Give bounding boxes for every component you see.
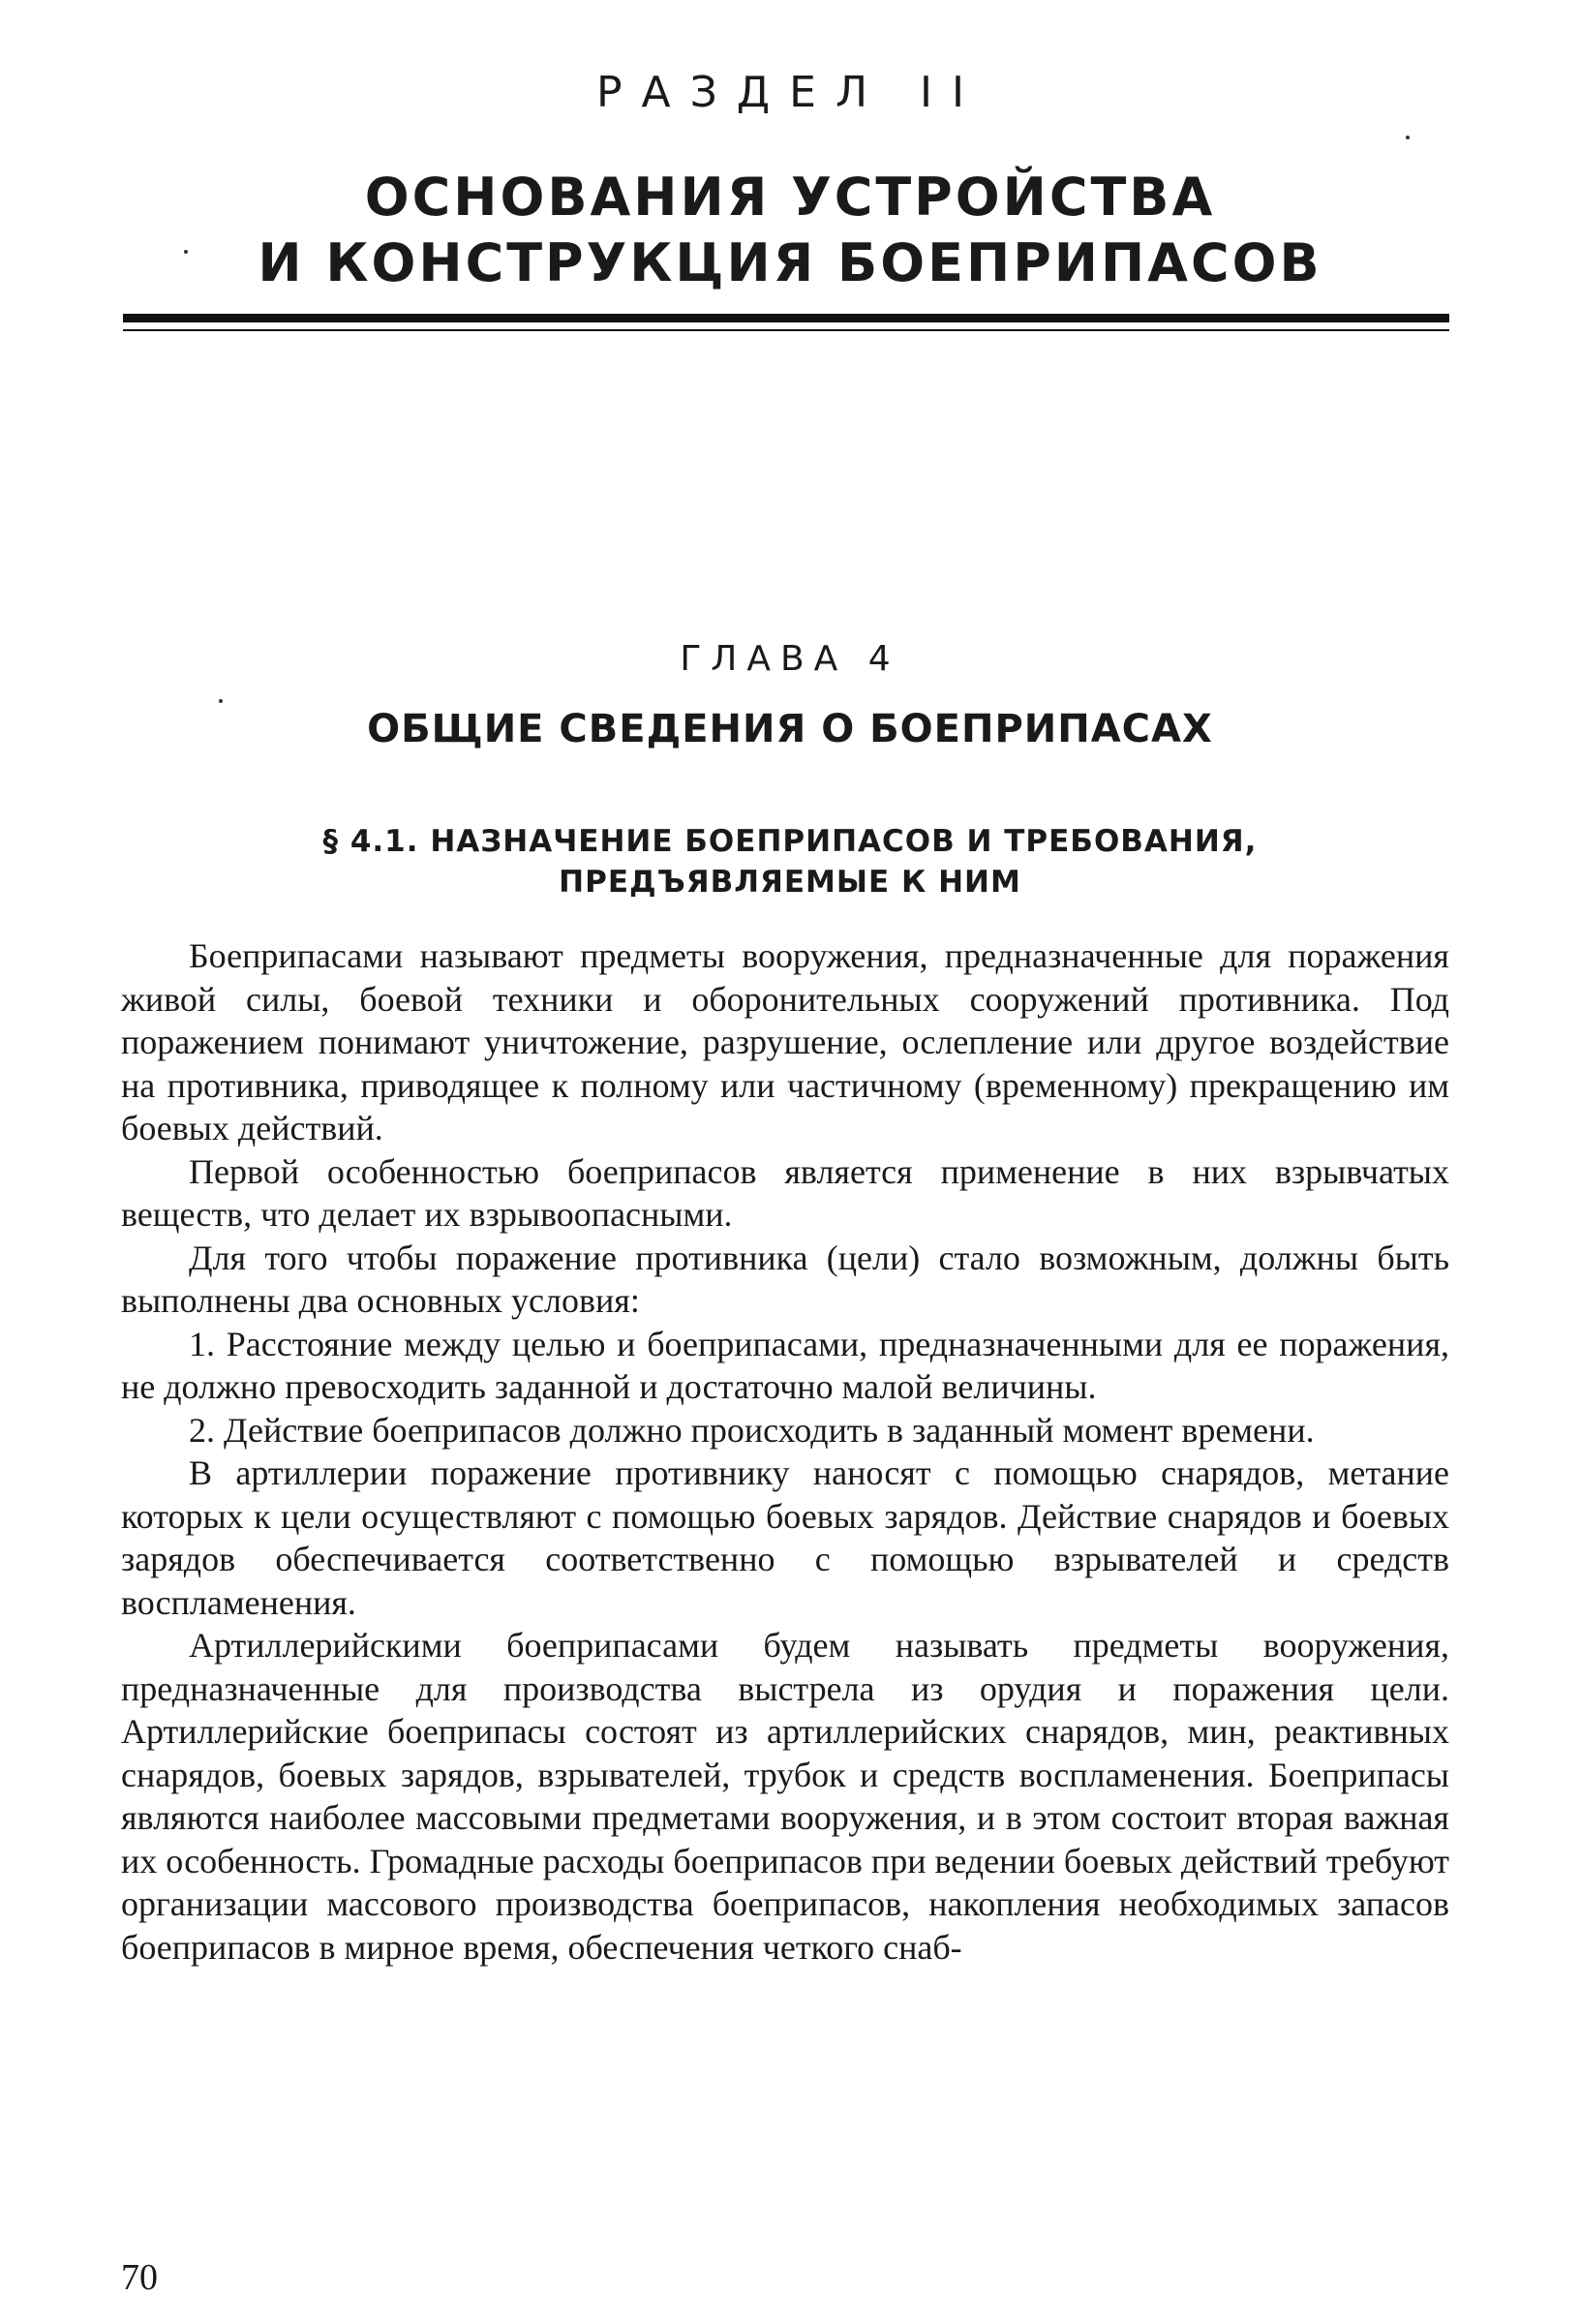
body-text bbox=[121, 934, 1449, 1969]
print-speck bbox=[184, 250, 188, 254]
section-divider-thick bbox=[123, 314, 1449, 322]
print-speck bbox=[219, 699, 223, 703]
body-paragraph: Артиллерийскими боеприпасами будем называть предметы вооружения, предназначенные для производства выстрела из орудия и поражения цели. Артиллерийские боеприпасы состоят из артиллерийских снарядов, мин, реактивных снарядов, боевых зарядов, взрывателей, трубок и средств воспламенения. Боеприпасы являются наиболее массовыми предметами вооружения, и в этом состоит вторая важная их особенность. Громадные расходы боеприпасов при ведении боевых действий требуют организации массового производства боеприпасов, накопления необходимых запасов боеприпасов в мирное время, обеспечения четкого снаб- bbox=[121, 1626, 1449, 1967]
section-divider-thin bbox=[123, 329, 1449, 331]
section-label: РАЗДЕЛ II bbox=[595, 68, 985, 117]
section-title-line-1: ОСНОВАНИЯ УСТРОЙСТВА bbox=[364, 167, 1216, 228]
body-paragraph: В артиллерии поражение противнику наносят с помощью снарядов, метание которых к цели осуществляют с помощью боевых зарядов. Действие снарядов и боевых зарядов обеспечивается соответственно с помощью взрывателей и средств воспламенения. bbox=[121, 1453, 1449, 1622]
chapter-label: ГЛАВА 4 bbox=[680, 639, 900, 679]
paragraph-heading-line-1: § 4.1. НАЗНАЧЕНИЕ БОЕПРИПАСОВ И ТРЕБОВАНИЯ, bbox=[322, 824, 1258, 859]
paragraph-heading-line-2: ПРЕДЪЯВЛЯЕМЫЕ К НИМ bbox=[559, 865, 1021, 900]
body-paragraph: Для того чтобы поражение противника (цели) стало возможным, должны быть выполнены два основных условия: bbox=[121, 1238, 1449, 1320]
body-list-item: 1. Расстояние между целью и боеприпасами, предназначенными для ее поражения, не должно превосходить заданной и достаточно малой величины. bbox=[121, 1324, 1449, 1406]
print-speck bbox=[1406, 136, 1410, 139]
body-paragraph: Боеприпасами называют предметы вооружения, предназначенные для поражения живой силы, боевой техники и оборонительных сооружений противника. Под поражением понимают уничтожение, разрушение, ослепление или другое воздействие на противника, приводящее к полному или частичному (временному) прекращению им боевых действий. bbox=[121, 936, 1449, 1147]
body-paragraph: Первой особенностью боеприпасов является применение в них взрывчатых веществ, что делает их взрывоопасными. bbox=[121, 1151, 1449, 1234]
paragraph-heading bbox=[0, 821, 1580, 902]
page-number: 70 bbox=[121, 2257, 158, 2298]
body-list-item: 2. Действие боеприпасов должно происходить в заданный момент времени. bbox=[189, 1410, 1315, 1450]
chapter-title: ОБЩИЕ СВЕДЕНИЯ О БОЕПРИПАСАХ bbox=[367, 707, 1213, 751]
section-title-line-2: И КОНСТРУКЦИЯ БОЕПРИПАСОВ bbox=[258, 232, 1322, 293]
section-title bbox=[0, 165, 1580, 296]
